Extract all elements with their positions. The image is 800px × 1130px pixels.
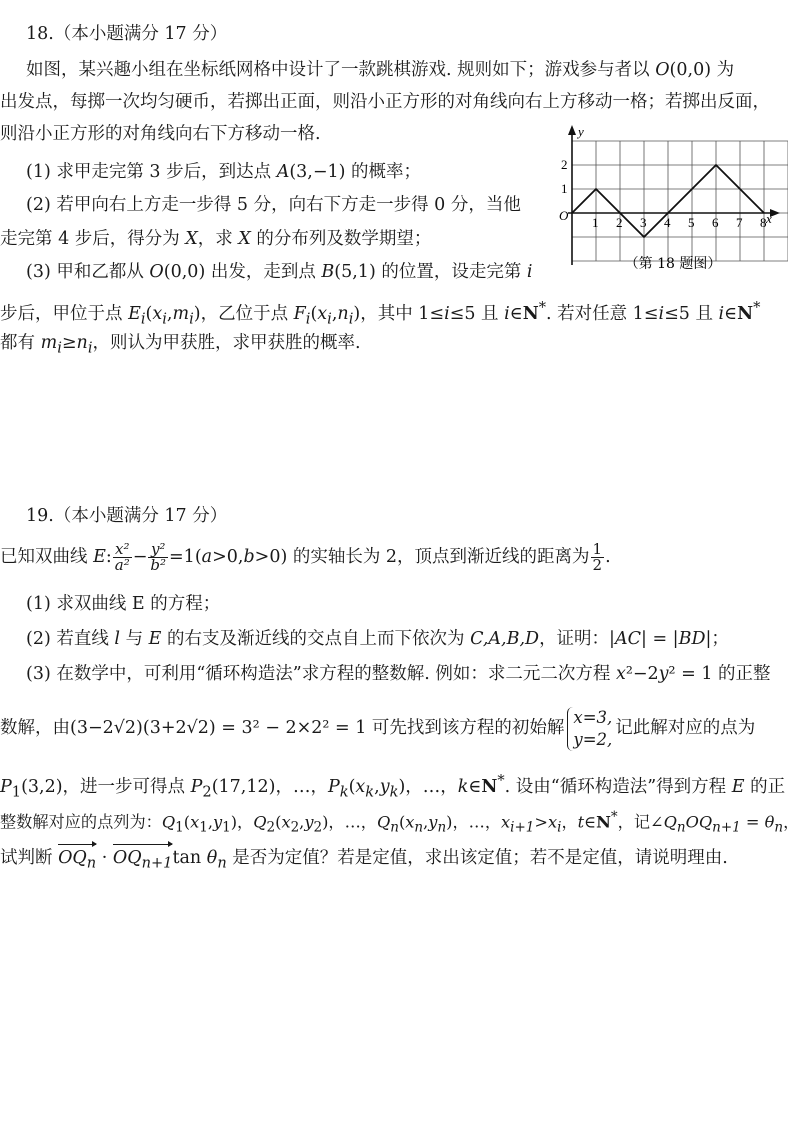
y-tick-label: 1 bbox=[561, 181, 568, 196]
q19-part-2: (2) 若直线 l 与 E 的右支及渐近线的交点自上而下依次为 C,A,B,D，证明：|AC| = |BD|； bbox=[26, 629, 729, 649]
q19-part-3-line-4: 整数解对应的点列为：$Q_1(x_1,y_1)$，$Q_2(x_2,y_2)$，…，$Q_n(x_n,y_n)$，…，$x_{i+1}>x_i$，t∈N*，记$\angle Q_nOQ_{n+1} = \theta_n$， bbox=[0, 809, 800, 836]
x-tick-labels bbox=[592, 215, 767, 230]
origin-label: O bbox=[559, 208, 569, 223]
y-axis-arrow bbox=[568, 125, 576, 135]
q18-part-3-line-1: (3) 甲和乙都从 O(0,0) 出发，走到点 B(5,1) 的位置，设走完第 i bbox=[26, 262, 533, 282]
q19-part-3-line-3: $P_1(3,2)$，进一步可得点 $P_2(17,12)$，…，$P_k(x_k,y_k)$，…，k∈N*. 设由“循环构造法”得到方程 E 的正 bbox=[0, 772, 786, 801]
q19-part-3-line-2: 数解，由(3−2√2)(3+2√2) = 3² − 2×2² = 1 可先找到该方程的初始解 x=3, y=2, 记此解对应的点为 bbox=[0, 707, 756, 749]
x-tick-label: 1 bbox=[592, 215, 599, 230]
fraction-x2-a2: $\frac{\text{x²}}{\text{a²}}$ bbox=[114, 540, 130, 574]
vector-OQn1: $OQ_{n+1}$ bbox=[113, 842, 173, 876]
initial-solution-system: x=3, y=2, bbox=[567, 707, 612, 751]
q19-part-3-line-1: (3) 在数学中，可利用“循环构造法”求方程的整数解. 例如：求二元二次方程 x²−2y² = 1 的正整 bbox=[26, 664, 771, 684]
q18-intro-line-1: 如图，某兴趣小组在坐标纸网格中设计了一款跳棋游戏. 规则如下；游戏参与者以 O(0,0) 为 bbox=[26, 60, 735, 80]
fraction-y2-b2: $\frac{\text{y²}}{\text{b²}}$ bbox=[150, 540, 167, 574]
x-axis-label: x bbox=[766, 211, 772, 226]
q18-part-1: (1) 求甲走完第 3 步后，到达点 A(3,−1) 的概率； bbox=[26, 162, 422, 182]
x-tick-label: 7 bbox=[736, 215, 743, 230]
q18-grid-figure bbox=[558, 125, 788, 270]
x-tick-label: 8 bbox=[760, 215, 767, 230]
x-tick-label: 4 bbox=[664, 215, 671, 230]
vector-OQn: $OQ_n$ bbox=[58, 842, 96, 876]
q19-part-3-line-5: 试判断 $OQ_n \cdot OQ_{n+1}\tan$ $\theta_n$ 是否为定值？若是定值，求出该定值；若不是定值，请说明理由. bbox=[0, 842, 728, 876]
y-axis-label: y bbox=[578, 125, 584, 139]
x-tick-label: 2 bbox=[616, 215, 623, 230]
y-tick-labels bbox=[561, 157, 568, 196]
q19-header: 19.（本小题满分 17 分） bbox=[26, 506, 228, 526]
y-tick-label: 2 bbox=[561, 157, 568, 172]
x-tick-label: 5 bbox=[688, 215, 695, 230]
x-tick-label: 3 bbox=[640, 215, 647, 230]
q18-part-2-line-1: (2) 若甲向右上方走一步得 5 分，向右下方走一步得 0 分，当他 bbox=[26, 195, 521, 215]
figure-caption: （第 18 题图） bbox=[624, 256, 722, 270]
q18-intro-line-3: 则沿小正方形的对角线向右下方移动一格. bbox=[0, 124, 321, 144]
q18-part-3-line-2: 步后，甲位于点 $E_i(x_i,m_i)$，乙位于点 $F_i(x_i,n_i)$，其中 1≤i≤5 且 i∈N*. 若对任意 1≤i≤5 且 i∈N* bbox=[0, 299, 761, 328]
q19-stem: 已知双曲线 E: $\frac{\text{x²}}{\text{a²}}$ − $\frac{\text{y²}}{\text{b²}}$ =1(a>0,b>0) 的实轴长为 2，顶点到渐近线的距离为 $\frac{1}{2}$ . bbox=[0, 540, 611, 574]
q19-part-1: (1) 求双曲线 E 的方程； bbox=[26, 594, 221, 614]
fraction-one-half: $\frac{1}{2}$ bbox=[592, 540, 603, 574]
x-tick-label: 6 bbox=[712, 215, 719, 230]
q18-header: 18.（本小题满分 17 分） bbox=[26, 24, 228, 44]
q18-part-3-line-3: 都有 $m_i\ge n_i$，则认为甲获胜，求甲获胜的概率. bbox=[0, 333, 361, 357]
q18-intro-line-2: 出发点，每掷一次均匀硬币，若掷出正面，则沿小正方形的对角线向右上方移动一格；若掷出反面， bbox=[0, 92, 770, 112]
q18-part-2-line-2: 走完第 4 步后，得分为 X，求 X 的分布列及数学期望； bbox=[0, 229, 432, 249]
